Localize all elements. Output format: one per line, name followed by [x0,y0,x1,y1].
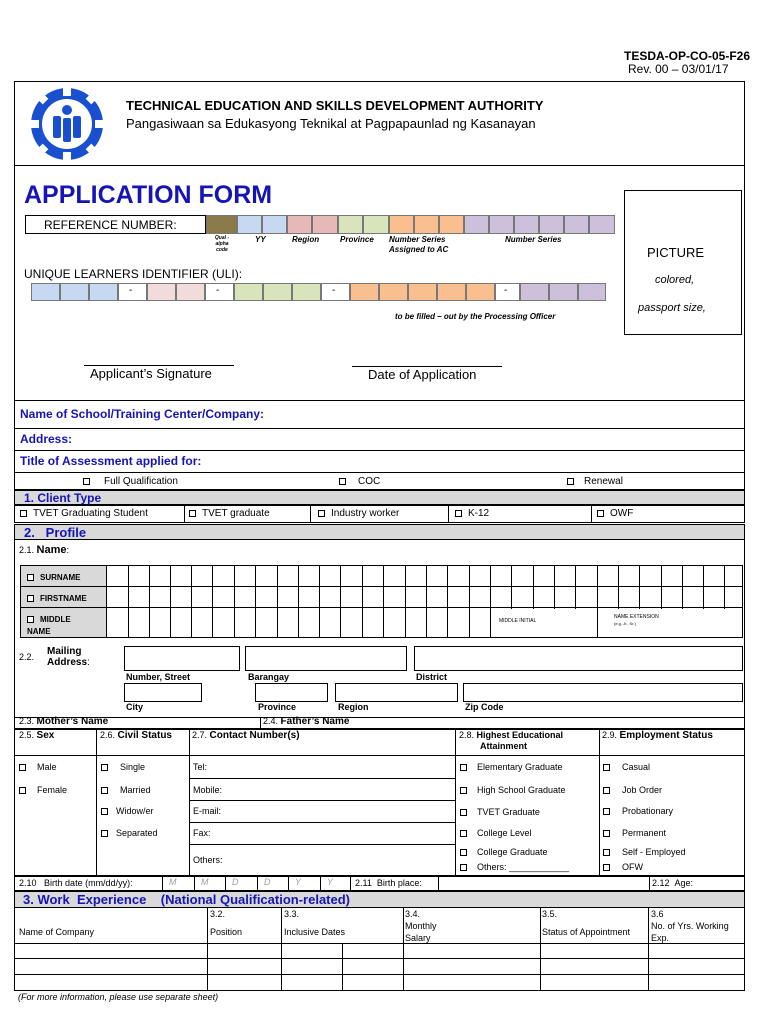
name-letter-divider [298,565,299,638]
uli-cell[interactable] [520,283,549,301]
ref-cell-province-1[interactable] [338,215,363,234]
caption-province: Province [340,235,374,244]
birth-date-placeholder: D [264,877,271,887]
work-col-num: 3.3. [284,909,300,919]
checkbox-icon [27,595,34,602]
name-extension-cell[interactable]: NAME EXTENSION (e.g. Jr., Sr.) [598,609,742,637]
uli-cell[interactable] [147,283,176,301]
school-label: Name of School/Training Center/Company: [20,407,265,421]
uli-cell[interactable] [408,283,437,301]
col-position: Position [210,927,243,937]
col-salary-2: Salary [405,933,431,943]
checkbox-icon [339,478,346,485]
surname-option[interactable]: SURNAME [27,573,80,582]
client-type-heading: 1. Client Type [24,491,102,505]
ref-cell-region-1[interactable] [287,215,312,234]
name-letter-divider [340,565,341,638]
client-type-option[interactable]: OWF [597,508,633,519]
uli-cell[interactable] [466,283,495,301]
uli-separator-cell: - [321,283,350,301]
district-label: District [416,672,448,682]
checkbox-icon [460,764,467,771]
agency-tagalog-name: Pangasiwaan sa Edukasyong Teknikal at Pagpapaunlad ng Kasanayan [126,116,536,131]
name-letter-divider [191,565,192,638]
name-letter-divider [426,565,427,638]
checkbox-icon [19,764,26,771]
checkbox-icon [567,478,574,485]
contact-header: 2.7. Contact Number(s) [192,730,300,741]
middle-name-label-2: NAME [27,627,51,636]
civil-option-single[interactable]: Single [101,762,145,772]
checkbox-icon [460,864,467,871]
birth-date-placeholder: D [232,877,239,887]
caption-region: Region [292,235,320,244]
mobile-field[interactable]: Mobile: [193,785,223,795]
checkbox-icon [101,787,108,794]
barangay-label: Barangay [248,672,290,682]
uli-cell[interactable] [292,283,321,301]
civil-option-married[interactable]: Married [101,785,151,795]
birth-date-cell[interactable] [288,876,319,891]
ref-cell-province-2[interactable] [363,215,389,234]
address-label: Address: [20,432,73,446]
ref-cell-yy-2[interactable] [262,215,287,234]
middle-name-option[interactable]: MIDDLE [27,615,71,624]
name-letter-divider [319,565,320,638]
middle-initial-cell[interactable]: MIDDLE INITIAL [490,609,598,637]
parents-row [14,717,745,729]
checkbox-icon [460,809,467,816]
profile-heading: 2. Profile [24,525,87,540]
name-number: 2.1. [19,545,35,555]
ref-cell-ac-2[interactable] [414,215,439,234]
zip-code-label: Zip Code [465,702,504,712]
name-letter-divider [362,565,363,638]
caption-qual: Qual - alpha code [214,235,230,253]
work-col-num: 3.4. [405,909,421,919]
birth-date-cell[interactable] [194,876,225,891]
uli-cell[interactable] [379,283,408,301]
ref-cell-series-6[interactable] [589,215,615,234]
checkbox-icon [603,864,610,871]
birth-date-cell[interactable] [225,876,256,891]
zip-code-input[interactable] [463,683,743,702]
uli-label: UNIQUE LEARNERS IDENTIFIER (ULI): [24,267,243,281]
education-header-2: Attainment [480,741,527,751]
name-letter-divider [277,565,278,638]
employment-option[interactable]: Self - Employed [603,847,686,857]
employment-option[interactable]: Permanent [603,828,666,838]
city-label: City [126,702,144,712]
client-type-option[interactable]: TVET graduate [189,508,270,519]
form-revision: Rev. 00 – 03/01/17 [628,62,729,76]
ref-cell-series-4[interactable] [539,215,564,234]
checkbox-icon [597,510,604,517]
ref-cell-ac-1[interactable] [389,215,414,234]
work-col-num: 3.2. [210,909,226,919]
district-input[interactable] [414,646,743,671]
uli-cell[interactable] [31,283,60,301]
employment-option[interactable]: OFW [603,862,643,872]
name-letter-divider [212,565,213,638]
name-letter-divider [469,565,470,638]
checkbox-icon [101,808,108,815]
ref-cell-yy-1[interactable] [237,215,262,234]
checkbox-icon [101,830,108,837]
educ-option[interactable]: Elementary Graduate [460,762,563,772]
uli-cell[interactable] [234,283,263,301]
birth-place-number: 2.11 [355,878,372,888]
ref-cell-qual[interactable] [206,215,237,234]
birth-date-label: Birth date (mm/dd/yy): [44,878,133,888]
uli-separator-cell: - [118,283,147,301]
picture-colored: colored, [655,274,695,286]
checkbox-icon [101,764,108,771]
footer-note: (For more information, please use separate sheet) [18,992,219,1002]
city-input[interactable] [124,683,202,702]
birth-date-placeholder: M [201,877,209,887]
assessment-renewal[interactable]: Renewal [567,476,623,487]
client-type-option[interactable]: K-12 [455,508,489,519]
uli-cell[interactable] [437,283,466,301]
uli-separator-cell: - [205,283,234,301]
birth-date-cell[interactable] [320,876,351,891]
ref-cell-ac-3[interactable] [439,215,464,234]
mother-name-field[interactable]: 2.3. Mother’s Name [19,716,109,727]
work-col-num: 3.6 [651,909,664,919]
reference-number-label: REFERENCE NUMBER: [44,218,177,232]
picture-box[interactable] [624,190,742,335]
civil-option-widower[interactable]: Widow/er [101,806,154,816]
checkbox-icon [603,764,610,771]
name-letter-divider [383,565,384,638]
date-label: Date of Application [368,367,477,382]
form-code: TESDA-OP-CO-05-F26 [624,49,751,63]
uli-cell[interactable] [578,283,606,301]
name-letter-divider [447,565,448,638]
work-experience-heading: 3. Work Experience (National Qualification-related) [23,892,351,907]
number-street-label: Number, Street [126,672,191,682]
picture-size: passport size, [638,302,706,314]
region-input[interactable] [335,683,458,702]
name-letter-divider [405,565,406,638]
tel-field[interactable]: Tel: [193,762,208,772]
ref-cell-series-1[interactable] [464,215,489,234]
name-letter-divider [170,565,171,638]
civil-status-header: 2.6. Civil Status [100,730,172,741]
client-type-header [14,490,745,505]
client-type-option[interactable]: Industry worker [318,508,399,519]
name-letter-divider [106,565,107,638]
ref-cell-series-2[interactable] [489,215,514,234]
col-appointment: Status of Appointment [542,927,631,937]
col-dates: Inclusive Dates [284,927,346,937]
educ-option[interactable]: College Level [460,828,532,838]
caption-series: Number Series [505,235,562,244]
checkbox-icon [318,510,325,517]
checkbox-icon [455,510,462,517]
birth-date-placeholder: M [169,877,177,887]
educ-option-others[interactable]: Others: ____________ [460,862,569,872]
province-input[interactable] [255,683,328,702]
birth-date-placeholder: Y [327,877,334,887]
tesda-logo-icon [25,84,109,164]
checkbox-icon [27,574,34,581]
others-contact-field[interactable]: Others: [193,855,223,865]
name-letter-divider [234,565,235,638]
name-letter-divider [149,565,150,638]
ref-cell-region-2[interactable] [312,215,338,234]
ref-cell-series-3[interactable] [514,215,539,234]
checkbox-icon [603,808,610,815]
checkbox-icon [460,787,467,794]
checkbox-icon [603,787,610,794]
mailing-label-2: Address [47,657,88,668]
assessment-full-qualification[interactable]: Full Qualification [83,476,178,487]
barangay-input[interactable] [245,646,407,671]
province-label: Province [258,702,297,712]
uli-cell[interactable] [89,283,118,301]
birth-date-cell[interactable] [162,876,193,891]
birth-place-label: Birth place: [376,878,422,888]
email-field[interactable]: E-mail: [193,806,222,816]
col-salary: Monthly [405,921,437,931]
name-label: Name [36,544,67,556]
father-name-field[interactable]: 2.4. Father’s Name [263,716,350,727]
col-years: No. of Yrs. Working [651,921,729,931]
work-experience-header [14,891,745,908]
sex-header: 2.5. Sex [19,730,55,741]
birth-date-cell[interactable] [257,876,288,891]
checkbox-icon [20,510,27,517]
region-label: Region [338,702,369,712]
educ-option[interactable]: High School Graduate [460,785,566,795]
assessment-label: Title of Assessment applied for: [20,454,202,468]
employment-option[interactable]: Job Order [603,785,662,795]
fax-field[interactable]: Fax: [193,828,211,838]
checkbox-icon [460,830,467,837]
age-number: 2.12 [652,878,670,888]
employment-header: 2.9. Employment Status [602,730,713,741]
checkbox-icon [189,510,196,517]
page-title: APPLICATION FORM [24,181,273,209]
agency-name: TECHNICAL EDUCATION AND SKILLS DEVELOPMENT AUTHORITY [126,98,544,113]
uli-cell[interactable] [60,283,89,301]
col-years-2: Exp. [651,933,670,943]
uli-cell[interactable] [176,283,205,301]
caption-yy: YY [255,235,266,244]
work-col-num: 3.5. [542,909,558,919]
client-type-option[interactable]: TVET Graduating Student [20,508,148,519]
caption-ac-series: Number Series Assigned to AC [389,235,449,254]
signature-label: Applicant’s Signature [90,366,212,381]
sex-option-male[interactable]: Male [19,762,57,772]
reference-label-box [25,215,206,234]
mailing-number: 2.2. [19,652,35,662]
checkbox-icon [19,787,26,794]
education-header: 2.8. Highest Educational [459,730,564,740]
educ-option[interactable]: TVET Graduate [460,807,540,817]
civil-option-separated[interactable]: Separated [101,828,158,838]
table-row [14,958,745,959]
birth-date-number: 2.10 [19,878,37,888]
birth-date-placeholder: Y [295,877,302,887]
checkbox-icon [460,849,467,856]
age-label: Age: [674,878,694,888]
picture-title: PICTURE [647,245,705,260]
header-box [14,81,745,166]
table-row [14,974,745,975]
ref-cell-series-5[interactable] [564,215,589,234]
checkbox-icon [603,830,610,837]
profile-header [14,524,745,540]
assessment-coc[interactable]: COC [339,476,380,487]
name-letter-divider [255,565,256,638]
number-street-input[interactable] [124,646,240,671]
name-letter-divider [128,565,129,638]
uli-cell[interactable] [549,283,578,301]
checkbox-icon [83,478,90,485]
uli-separator-cell: - [495,283,520,301]
checkbox-icon [603,849,610,856]
educ-option[interactable]: College Graduate [460,847,548,857]
checkbox-icon [27,616,34,623]
employment-option[interactable]: Casual [603,762,650,772]
work-experience-rows[interactable] [14,943,745,991]
sex-option-female[interactable]: Female [19,785,67,795]
employment-option[interactable]: Probationary [603,806,673,816]
firstname-option[interactable]: FIRSTNAME [27,594,87,603]
uli-cell[interactable] [263,283,292,301]
processing-note: to be filled – out by the Processing Officer [395,312,556,321]
col-company: Name of Company [19,927,95,937]
mailing-label: Mailing [47,646,82,657]
uli-cell[interactable] [350,283,379,301]
